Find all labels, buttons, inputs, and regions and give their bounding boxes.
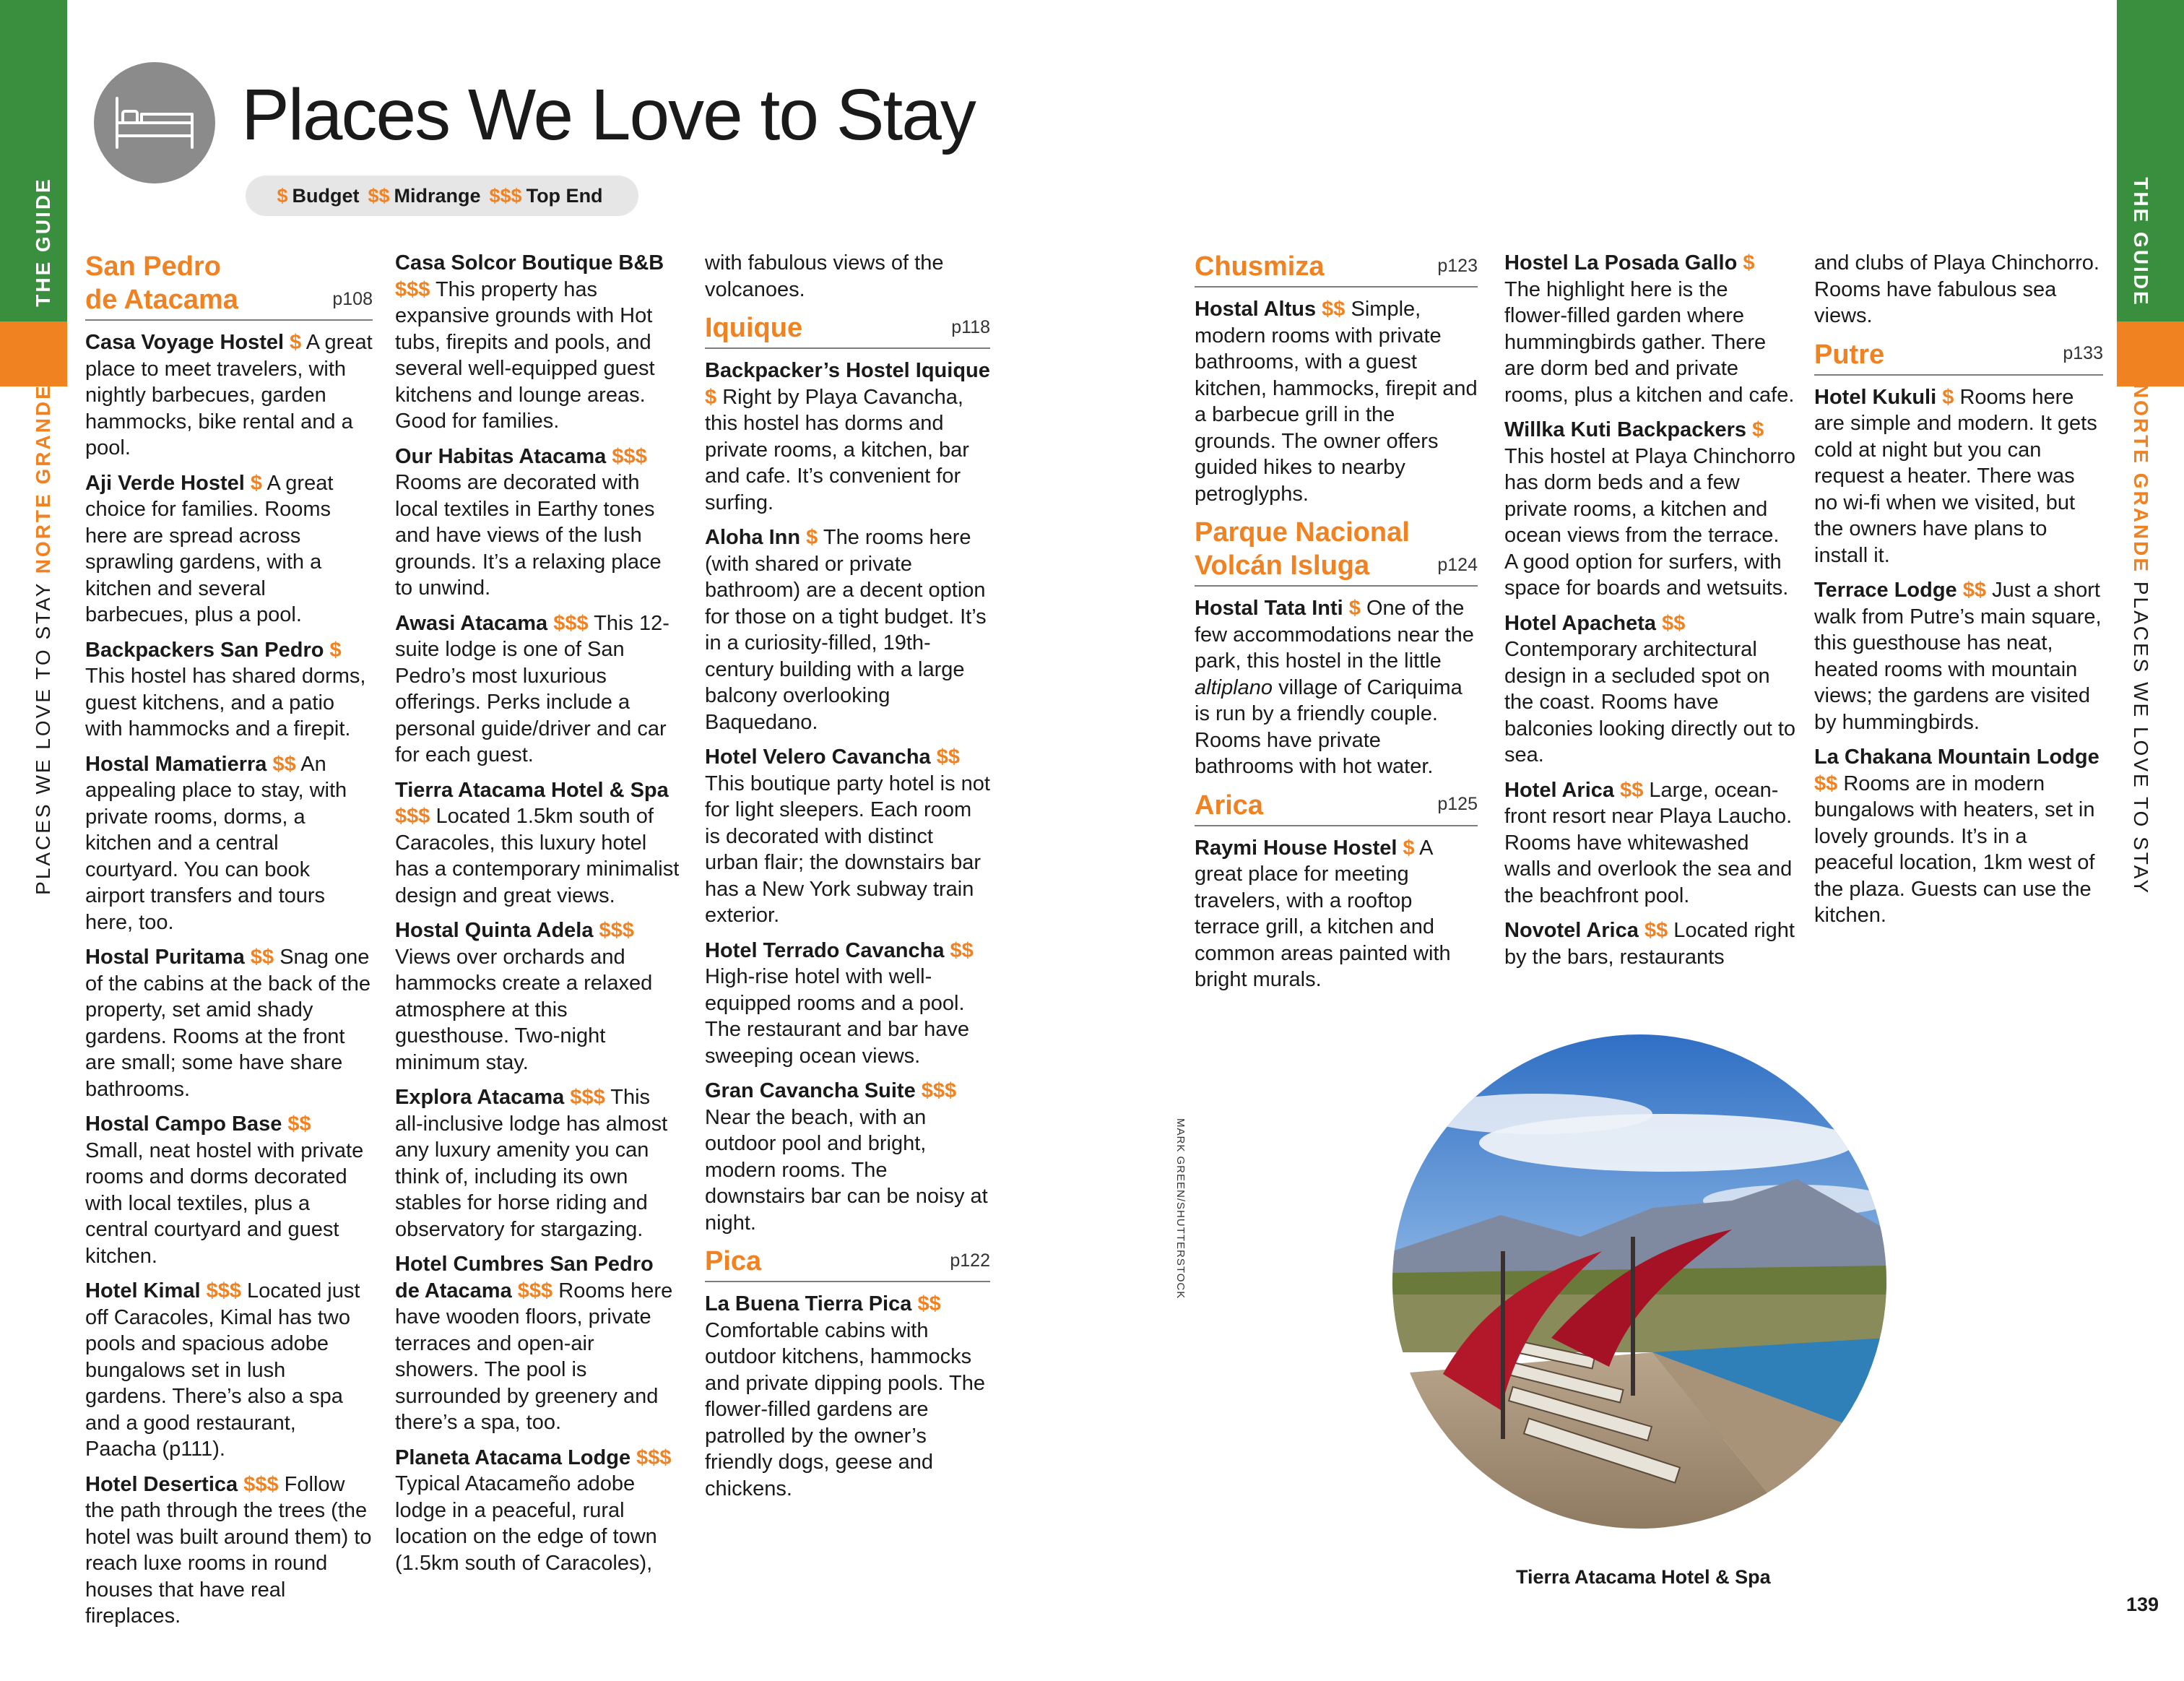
section-title-line: Iquique	[705, 313, 803, 343]
listing-name: Novotel Arica	[1504, 919, 1639, 942]
listing-description: This 12-suite lodge is one of San Pedro’s most luxurious offerings. Perks include a personal guide/driver and car for each guest.	[395, 611, 670, 766]
listing-price: $	[290, 331, 302, 354]
legend-price-symbol: $$$	[489, 184, 522, 207]
right-running-head	[2129, 384, 2152, 895]
listing-name: Tierra Atacama Hotel & Spa	[395, 778, 669, 802]
bed-icon	[94, 62, 215, 183]
listing-description: Near the beach, with an outdoor pool and bright, modern rooms. The downstairs bar can be noisy at night.	[705, 1105, 988, 1235]
listing-name: Casa Voyage Hostel	[85, 331, 285, 354]
listing-description: Located just off Caracoles, Kimal has two pools and spacious adobe bungalows set in lush gardens. There’s also a spa and a good restaurant, Paacha (p111).	[85, 1279, 360, 1461]
section-title	[1195, 516, 1410, 582]
listing-entry	[705, 1078, 990, 1236]
listing-description: A great choice for families. Rooms here are spread across sprawling gardens, with a kitchen and several barbecues, plus a pool.	[85, 471, 334, 626]
listing-entry	[85, 1472, 373, 1630]
left-section-tab	[0, 321, 67, 386]
section-heading	[85, 250, 373, 321]
listing-price: $	[1942, 385, 1954, 409]
section-heading	[1814, 338, 2103, 376]
right-guide-label: THE GUIDE	[2130, 177, 2152, 307]
section-page-ref: p122	[950, 1250, 990, 1271]
listing-entry	[395, 1084, 682, 1243]
listing-price: $$$	[206, 1279, 241, 1302]
listing-description: Simple, modern rooms with private bathrooms, with a guest kitchen, hammocks, firepit and a barbecue grill in the grounds. The owner offers guided hikes to nearby petroglyphs.	[1195, 298, 1478, 506]
listing-name: Hotel Apacheta	[1504, 611, 1657, 635]
listing-price: $$$	[636, 1446, 672, 1469]
photo-credit-text: MARK GREEN/SHUTTERSTOCK	[1174, 1118, 1187, 1300]
listing-description: Views over orchards and hammocks create a relaxed atmosphere at this guesthouse. Two-night minimum stay.	[395, 945, 653, 1074]
listing-entry	[1504, 917, 1795, 970]
listing-description: This property has expansive grounds with Hot tubs, firepits and pools, and several well-equipped guest kitchens and lounge areas. Good for families.	[395, 277, 655, 433]
listing-name: Awasi Atacama	[395, 611, 548, 635]
listing-name: Aloha Inn	[705, 526, 801, 549]
listing-name: Gran Cavancha Suite	[705, 1079, 916, 1102]
listing-entry	[85, 1278, 373, 1463]
listing-entry	[85, 1111, 373, 1269]
continued-text: with fabulous views of the volcanoes.	[705, 251, 944, 301]
section-title-line: Chusmiza	[1195, 251, 1325, 282]
hotel-photo	[1392, 1034, 1886, 1529]
listing-price: $$$	[517, 1279, 553, 1302]
section-page-ref: p118	[951, 316, 990, 337]
listing-entry	[1195, 835, 1478, 993]
listing-name: Hotel Velero Cavancha	[705, 746, 931, 769]
legend-price-symbol: $$	[368, 184, 390, 207]
listing-entry	[1504, 777, 1795, 909]
listing-price: $$$	[553, 611, 589, 635]
section-title	[705, 1245, 761, 1278]
listing-description: An appealing place to stay, with private rooms, dorms, a kitchen and a central courtyard. You can book airport transfers and tours here, too.	[85, 752, 347, 934]
listing-price: $	[1743, 251, 1755, 275]
listing-description: Snag one of the cabins at the back of the property, set amid shady gardens. Rooms at the front are small; some have share bathrooms.	[85, 946, 370, 1101]
section-title	[1814, 338, 1884, 371]
continued-text: and clubs of Playa Chinchorro. Rooms have fabulous sea views.	[1814, 251, 2100, 327]
listing-name: Willka Kuti Backpackers	[1504, 418, 1747, 441]
listing-description: Located right by the bars, restaurants	[1504, 919, 1795, 969]
listing-description: This hostel has shared dorms, guest kitchens, and a patio with hammocks and a firepit.	[85, 665, 366, 740]
listing-description: This hostel at Playa Chinchorro has dorm beds and a few private rooms, a kitchen and ocean views from the terrace. A good option for surfers, with space for boards and wetsuits.	[1504, 444, 1795, 600]
listing-price: $$	[1644, 919, 1668, 942]
page-number: 139	[2126, 1594, 2159, 1615]
listing-entry	[85, 751, 373, 936]
listing-description: Just a short walk from Putre’s main square, this guesthouse has neat, heated rooms with mountain views; the gardens are visited by hummingbirds.	[1814, 579, 2102, 734]
listing-price: $$	[287, 1112, 311, 1136]
listing-price: $$$	[395, 277, 430, 301]
listing-name: Our Habitas Atacama	[395, 444, 607, 468]
listing-price: $	[329, 638, 342, 662]
listing-description: Comfortable cabins with outdoor kitchens, hammocks and private dipping pools. The flower-filled gardens are patrolled by the owner’s friendly dogs, geese and chickens.	[705, 1318, 986, 1500]
listing-price: $	[806, 526, 818, 549]
listing-name: Hostal Altus	[1195, 298, 1317, 321]
column-3	[705, 250, 990, 1511]
section-title	[1195, 250, 1324, 283]
section-title-line: Pica	[705, 1246, 762, 1276]
listing-description: Small, neat hostel with private rooms and dorms decorated with local textiles, plus a central courtyard and guest kitchen.	[85, 1138, 364, 1268]
listing-entry	[395, 1251, 682, 1436]
section-page-ref: p133	[2063, 343, 2103, 363]
listing-name: Aji Verde Hostel	[85, 471, 245, 495]
column-6	[1814, 250, 2103, 938]
right-running-suffix: PLACES WE LOVE TO STAY	[2130, 574, 2152, 896]
listing-description: This boutique party hotel is not for light sleepers. Each room is decorated with distinct urban flair; the downstairs bar has a New York subway train exterior.	[705, 772, 990, 927]
listing-name: La Chakana Mountain Lodge	[1814, 746, 2100, 769]
listing-name: Hotel Cumbres San Pedro de Atacama	[395, 1253, 654, 1302]
section-title-line: de Atacama	[85, 285, 238, 315]
listing-price: $$	[1322, 298, 1346, 321]
listing-description: Right by Playa Cavancha, this hostel has dorms and private rooms, a kitchen, bar and cafe. It’s convenient for surfing.	[705, 385, 969, 514]
listing-italic-term: altiplano	[1195, 675, 1273, 699]
section-heading	[705, 1245, 990, 1282]
listing-name: La Buena Tierra Pica	[705, 1292, 912, 1315]
listing-entry	[395, 917, 682, 1076]
listing-name: Hostel La Posada Gallo	[1504, 251, 1738, 275]
listing-description: The highlight here is the flower-filled garden where hummingbirds gather. There are dorm bed and private rooms, plus a kitchen and cafe.	[1504, 277, 1795, 407]
legend-price-label: Budget	[292, 184, 360, 207]
listing-entry	[85, 637, 373, 743]
listing-name: Hostal Quinta Adela	[395, 919, 594, 942]
legend-price-symbol: $	[277, 184, 288, 207]
listing-price: $$	[1620, 778, 1644, 802]
section-page-ref: p124	[1437, 554, 1478, 575]
section-title-line: Putre	[1814, 339, 1885, 370]
legend-price-label: Top End	[526, 184, 603, 207]
listing-entry	[1504, 610, 1795, 769]
listing-price: $$	[936, 746, 961, 769]
section-heading	[705, 311, 990, 349]
photo-caption: Tierra Atacama Hotel & Spa	[1516, 1566, 1771, 1588]
left-running-prefix: PLACES WE LOVE TO STAY	[32, 574, 54, 895]
section-title-line: Parque Nacional	[1195, 517, 1410, 548]
listing-description: One of the few accommodations near the park, this hostel in the little	[1195, 597, 1474, 673]
listing-entry	[395, 777, 682, 909]
listing-entry	[395, 1445, 682, 1577]
listing-entry	[705, 744, 990, 929]
section-title	[85, 250, 238, 316]
listing-description: The rooms here (with shared or private bathroom) are a decent option for those on a tight budget. It’s in a curiosity-filled, 19th-century building with a large balcony overlooking Baquedano.	[705, 526, 987, 734]
listing-entry	[1814, 744, 2103, 929]
section-page-ref: p108	[332, 288, 373, 309]
listing-entry	[395, 444, 682, 602]
listing-description: A great place for meeting travelers, with a rooftop terrace grill, a kitchen and common areas painted with bright murals.	[1195, 836, 1451, 991]
listing-entry	[1814, 577, 2103, 735]
listing-name: Hostal Campo Base	[85, 1112, 282, 1136]
listing-name: Hostal Mamatierra	[85, 752, 267, 776]
listing-name: Hostal Puritama	[85, 946, 245, 969]
listing-entry	[705, 524, 990, 735]
page-title: Places We Love to Stay	[241, 74, 975, 155]
listing-description: village of Cariquima is run by a friendly couple. Rooms have private bathrooms with hot water.	[1195, 675, 1462, 778]
left-running-highlight: NORTE GRANDE	[32, 384, 54, 574]
column-1	[85, 250, 373, 1638]
listing-name: Planeta Atacama Lodge	[395, 1446, 631, 1469]
listing-entry	[705, 1291, 990, 1502]
listing-entry	[85, 944, 373, 1102]
listing-price: $$$	[395, 805, 430, 828]
listing-price: $$	[1814, 772, 1838, 795]
listing-description: This all-inclusive lodge has almost any luxury amenity you can think of, including its own stables for horse riding and observatory for stargazing.	[395, 1086, 668, 1241]
listing-name: Casa Solcor Boutique B&B	[395, 251, 664, 275]
listing-description: High-rise hotel with well-equipped rooms and a pool. The restaurant and bar have sweeping ocean views.	[705, 965, 969, 1068]
photo-credit	[1174, 1118, 1187, 1299]
listing-price: $	[250, 471, 263, 495]
section-heading	[1195, 250, 1478, 288]
listing-price: $$	[1662, 611, 1686, 635]
listing-description: Rooms here have wooden floors, private terraces and open-air showers. The pool is surrounded by greenery and there’s a spa, too.	[395, 1279, 673, 1434]
section-page-ref: p123	[1437, 255, 1478, 276]
listing-price: $$	[250, 946, 274, 969]
listing-entry	[1195, 296, 1478, 507]
listing-entry	[1814, 384, 2103, 569]
listing-description: Follow the path through the trees (the hotel was built around them) to reach luxe rooms in round houses that have real fireplaces.	[85, 1472, 372, 1628]
section-title-line: Arica	[1195, 790, 1264, 821]
listing-description: Rooms here are simple and modern. It gets cold at night but you can request a heater. There was no wi-fi when we visited, but the owners have plans to install it.	[1814, 385, 2097, 567]
listing-name: Explora Atacama	[395, 1086, 565, 1109]
listing-name: Hotel Kukuli	[1814, 385, 1937, 409]
listing-price: $$$	[612, 444, 647, 468]
right-section-tab	[2117, 321, 2184, 386]
listing-description: Contemporary architectural design in a secluded spot on the coast. Rooms have balconies looking directly out to sea.	[1504, 638, 1796, 766]
section-heading	[1195, 789, 1478, 826]
listing-entry	[1195, 595, 1478, 780]
listing-price: $$$	[243, 1472, 279, 1496]
listing-price: $	[1403, 836, 1415, 860]
listing-price: $$	[272, 752, 296, 776]
listing-entry	[705, 358, 990, 516]
listing-description: Large, ocean-front resort near Playa Laucho. Rooms have whitewashed walls and overlook the sea and the beachfront pool.	[1504, 778, 1793, 907]
listing-entry	[85, 329, 373, 462]
listing-description: Located 1.5km south of Caracoles, this luxury hotel has a contemporary minimalist design and great views.	[395, 805, 680, 907]
listing-price: $	[1348, 597, 1361, 620]
listing-entry	[1504, 417, 1795, 602]
right-running-highlight: NORTE GRANDE	[2130, 383, 2152, 574]
listing-price: $$$	[599, 919, 634, 942]
listing-entry	[85, 470, 373, 628]
listing-name: Hotel Desertica	[85, 1472, 238, 1496]
section-title-line: Volcán Isluga	[1195, 550, 1370, 581]
listing-name: Hostal Tata Inti	[1195, 597, 1343, 620]
listing-price: $$$	[921, 1079, 957, 1102]
listing-description: Typical Atacameño adobe lodge in a peaceful, rural location on the edge of town (1.5km south of Caracoles),	[395, 1472, 657, 1575]
column-2	[395, 250, 682, 1585]
listing-description: A great place to meet travelers, with nightly barbecues, garden hammocks, bike rental and a pool.	[85, 331, 373, 459]
listing-description: Rooms are decorated with local textiles in Earthy tones and have views of the lush grounds. It’s a relaxing place to unwind.	[395, 471, 662, 600]
column-5	[1504, 250, 1795, 979]
listing-price: $$	[1962, 579, 1987, 602]
section-title	[705, 311, 802, 345]
left-guide-label: THE GUIDE	[32, 177, 54, 307]
section-title-line: San Pedro	[85, 251, 221, 282]
listing-price: $	[705, 385, 717, 409]
listing-name: Hotel Terrado Cavancha	[705, 938, 945, 962]
listing-price: $$	[917, 1292, 941, 1315]
listing-name: Hotel Arica	[1504, 778, 1615, 802]
listing-entry	[1504, 250, 1795, 408]
listing-entry	[395, 250, 682, 435]
listing-name: Backpackers San Pedro	[85, 638, 324, 662]
section-title	[1195, 789, 1263, 822]
listing-price: $	[1752, 418, 1764, 441]
listing-entry	[395, 610, 682, 769]
section-page-ref: p125	[1437, 794, 1478, 814]
section-heading	[1195, 516, 1478, 587]
listing-description: Rooms are in modern bungalows with heaters, set in lovely grounds. It’s in a peaceful location, 1km west of the plaza. Guests can use the kitchen.	[1814, 772, 2095, 927]
price-legend	[246, 176, 638, 216]
listing-name: Hotel Kimal	[85, 1279, 201, 1302]
listing-name: Backpacker’s Hostel Iquique	[705, 359, 990, 382]
listing-name: Raymi House Hostel	[1195, 836, 1398, 860]
legend-price-label: Midrange	[394, 184, 481, 207]
listing-name: Terrace Lodge	[1814, 579, 1957, 602]
column-4	[1195, 250, 1478, 1002]
listing-price: $$$	[570, 1086, 605, 1109]
listing-entry	[705, 938, 990, 1070]
left-running-head	[32, 384, 55, 895]
listing-price: $$	[950, 938, 974, 962]
